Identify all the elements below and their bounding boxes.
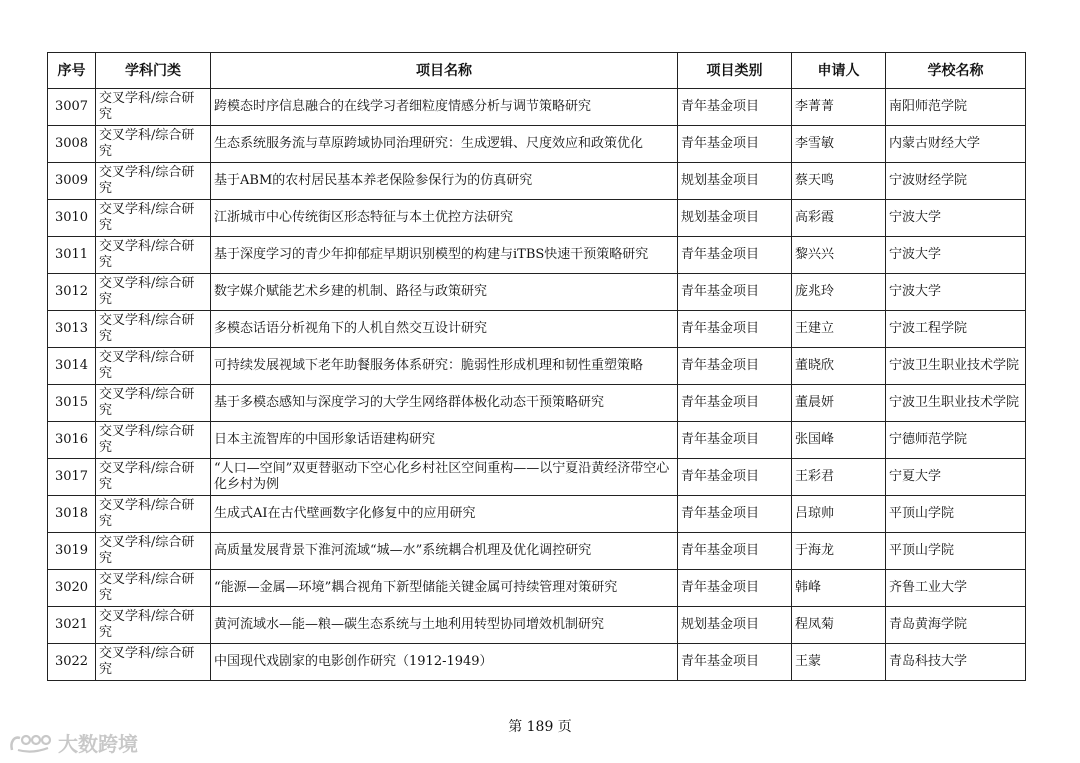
cell-title: 黄河流域水—能—粮—碳生态系统与土地利用转型协同增效机制研究 [211,607,678,644]
cell-no: 3012 [48,274,96,311]
watermark-text: 大数跨境 [58,732,138,756]
cell-school: 平顶山学院 [886,496,1026,533]
cell-subject: 交叉学科/综合研究 [96,163,211,200]
cell-title: 基于深度学习的青少年抑郁症早期识别模型的构建与iTBS快速干预策略研究 [211,237,678,274]
cell-subject: 交叉学科/综合研究 [96,422,211,459]
table-row [48,274,1026,311]
cell-category: 规划基金项目 [678,607,792,644]
watermark [8,728,138,757]
table-header-row [48,53,1026,89]
header-school: 学校名称 [886,53,1026,89]
cell-applicant: 董晓欣 [792,348,886,385]
cell-subject: 交叉学科/综合研究 [96,533,211,570]
table-body [48,89,1026,681]
cell-category: 青年基金项目 [678,422,792,459]
cell-school: 宁波大学 [886,200,1026,237]
cell-no: 3008 [48,126,96,163]
table-row [48,89,1026,126]
header-category: 项目类别 [678,53,792,89]
cell-applicant: 李雪敏 [792,126,886,163]
cell-category: 规划基金项目 [678,163,792,200]
cell-title: 跨模态时序信息融合的在线学习者细粒度情感分析与调节策略研究 [211,89,678,126]
cell-school: 宁波工程学院 [886,311,1026,348]
header-no: 序号 [48,53,96,89]
header-subject: 学科门类 [96,53,211,89]
cell-applicant: 高彩霞 [792,200,886,237]
table-row [48,607,1026,644]
cell-category: 青年基金项目 [678,459,792,496]
cell-no: 3017 [48,459,96,496]
table-row [48,459,1026,496]
cell-school: 宁德师范学院 [886,422,1026,459]
cell-applicant: 黎兴兴 [792,237,886,274]
cell-no: 3007 [48,89,96,126]
cell-subject: 交叉学科/综合研究 [96,89,211,126]
cell-title: 日本主流智库的中国形象话语建构研究 [211,422,678,459]
cell-title: 基于ABM的农村居民基本养老保险参保行为的仿真研究 [211,163,678,200]
cell-title: 基于多模态感知与深度学习的大学生网络群体极化动态干预策略研究 [211,385,678,422]
cell-no: 3016 [48,422,96,459]
cell-no: 3021 [48,607,96,644]
cell-no: 3009 [48,163,96,200]
cell-applicant: 庞兆玲 [792,274,886,311]
cell-no: 3022 [48,644,96,681]
cell-title: 可持续发展视域下老年助餐服务体系研究：脆弱性形成机理和韧性重塑策略 [211,348,678,385]
header-applicant: 申请人 [792,53,886,89]
table-row [48,126,1026,163]
cell-category: 青年基金项目 [678,348,792,385]
cell-school: 青岛科技大学 [886,644,1026,681]
cell-school: 内蒙古财经大学 [886,126,1026,163]
cell-applicant: 王彩君 [792,459,886,496]
table-row [48,644,1026,681]
table-row [48,496,1026,533]
cell-no: 3020 [48,570,96,607]
cell-category: 青年基金项目 [678,237,792,274]
cell-category: 青年基金项目 [678,570,792,607]
cell-no: 3018 [48,496,96,533]
cell-subject: 交叉学科/综合研究 [96,200,211,237]
watermark-logo-icon [8,732,54,754]
cell-school: 平顶山学院 [886,533,1026,570]
cell-title: 江浙城市中心传统街区形态特征与本土优控方法研究 [211,200,678,237]
cell-subject: 交叉学科/综合研究 [96,570,211,607]
cell-applicant: 董晨妍 [792,385,886,422]
cell-subject: 交叉学科/综合研究 [96,237,211,274]
cell-school: 齐鲁工业大学 [886,570,1026,607]
cell-subject: 交叉学科/综合研究 [96,607,211,644]
cell-subject: 交叉学科/综合研究 [96,644,211,681]
cell-no: 3010 [48,200,96,237]
cell-applicant: 韩峰 [792,570,886,607]
cell-title: “人口—空间”双更替驱动下空心化乡村社区空间重构——以宁夏沿黄经济带空心化乡村为例 [211,459,678,496]
cell-applicant: 于海龙 [792,533,886,570]
cell-subject: 交叉学科/综合研究 [96,348,211,385]
cell-category: 青年基金项目 [678,311,792,348]
cell-subject: 交叉学科/综合研究 [96,126,211,163]
cell-title: “能源—金属—环境”耦合视角下新型储能关键金属可持续管理对策研究 [211,570,678,607]
cell-applicant: 蔡天鸣 [792,163,886,200]
cell-school: 宁波卫生职业技术学院 [886,348,1026,385]
cell-category: 青年基金项目 [678,533,792,570]
cell-no: 3014 [48,348,96,385]
cell-subject: 交叉学科/综合研究 [96,311,211,348]
cell-applicant: 吕琼帅 [792,496,886,533]
project-table [47,52,1026,681]
cell-category: 青年基金项目 [678,274,792,311]
cell-school: 青岛黄海学院 [886,607,1026,644]
cell-title: 数字媒介赋能艺术乡建的机制、路径与政策研究 [211,274,678,311]
cell-applicant: 张国峰 [792,422,886,459]
table-row [48,311,1026,348]
cell-title: 中国现代戏剧家的电影创作研究（1912-1949） [211,644,678,681]
cell-no: 3015 [48,385,96,422]
cell-title: 多模态话语分析视角下的人机自然交互设计研究 [211,311,678,348]
cell-title: 生成式AI在古代壁画数字化修复中的应用研究 [211,496,678,533]
cell-school: 宁波大学 [886,237,1026,274]
cell-no: 3019 [48,533,96,570]
cell-no: 3013 [48,311,96,348]
cell-subject: 交叉学科/综合研究 [96,274,211,311]
page-number: 第 189 页 [508,719,572,735]
cell-subject: 交叉学科/综合研究 [96,459,211,496]
cell-applicant: 王蒙 [792,644,886,681]
table-row [48,163,1026,200]
cell-category: 规划基金项目 [678,200,792,237]
table-row [48,200,1026,237]
cell-category: 青年基金项目 [678,89,792,126]
cell-school: 宁波卫生职业技术学院 [886,385,1026,422]
cell-applicant: 程凤菊 [792,607,886,644]
cell-school: 南阳师范学院 [886,89,1026,126]
table-row [48,570,1026,607]
table-row [48,237,1026,274]
cell-school: 宁波大学 [886,274,1026,311]
table-row [48,533,1026,570]
cell-category: 青年基金项目 [678,496,792,533]
cell-applicant: 王建立 [792,311,886,348]
cell-school: 宁波财经学院 [886,163,1026,200]
cell-category: 青年基金项目 [678,644,792,681]
cell-category: 青年基金项目 [678,385,792,422]
cell-applicant: 李菁菁 [792,89,886,126]
cell-title: 生态系统服务流与草原跨域协同治理研究：生成逻辑、尺度效应和政策优化 [211,126,678,163]
table-row [48,385,1026,422]
cell-school: 宁夏大学 [886,459,1026,496]
cell-title: 高质量发展背景下淮河流域“城—水”系统耦合机理及优化调控研究 [211,533,678,570]
table-row [48,348,1026,385]
cell-category: 青年基金项目 [678,126,792,163]
cell-no: 3011 [48,237,96,274]
header-title: 项目名称 [211,53,678,89]
cell-subject: 交叉学科/综合研究 [96,496,211,533]
table-row [48,422,1026,459]
cell-subject: 交叉学科/综合研究 [96,385,211,422]
